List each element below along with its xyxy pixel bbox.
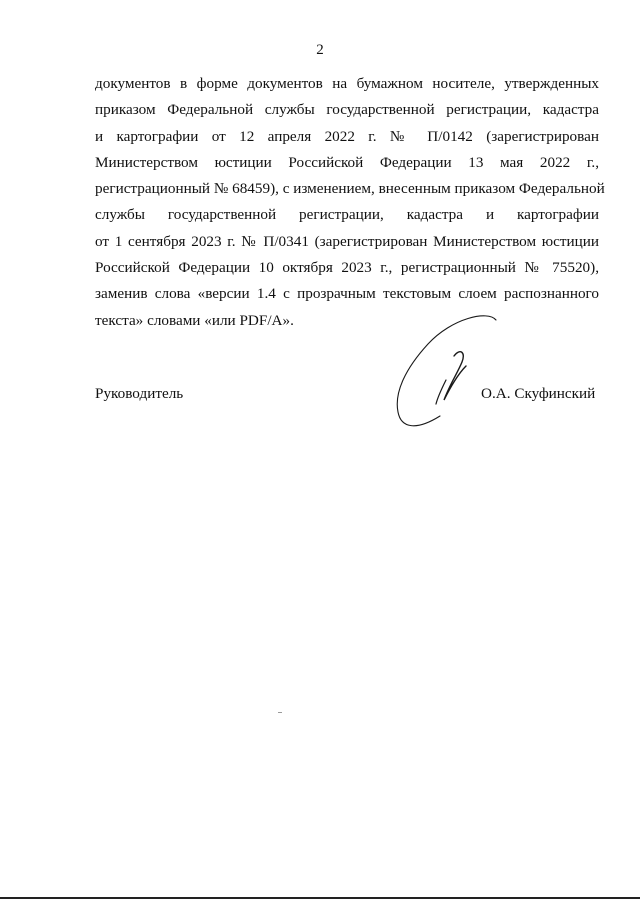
body-line: от 1 сентября 2023 г. № П/0341 (зарегистрирован Министерством юстиции: [95, 232, 599, 250]
body-line: Министерством юстиции Российской Федерации 13 мая 2022 г.,: [95, 153, 599, 171]
signature-stroke-tail: [436, 380, 446, 404]
body-line: заменив слова «версии 1.4 с прозрачным текстовым слоем распознанного: [95, 285, 599, 303]
handwritten-signature: [392, 308, 507, 433]
body-line: Российской Федерации 10 октября 2023 г., регистрационный № 75520),: [95, 259, 599, 277]
body-line: приказом Федеральной службы государственной регистрации, кадастра: [95, 101, 599, 119]
body-line: службы государственной регистрации, кадастра и картографии: [95, 206, 599, 224]
signature-stroke-main: [444, 352, 466, 400]
body-line-last: текста» словами «или PDF/A».: [95, 311, 294, 329]
body-line: регистрационный № 68459), с изменением, внесенным приказом Федеральной: [95, 180, 605, 198]
signature-stroke-loop: [397, 316, 496, 426]
body-line: документов в форме документов на бумажном носителе, утвержденных: [95, 75, 599, 92]
page-bottom-edge: [0, 897, 640, 899]
page-number: 2: [316, 42, 324, 58]
body-line: и картографии от 12 апреля 2022 г. № П/0142 (зарегистрирован: [95, 127, 599, 145]
scan-speck: [278, 712, 282, 713]
body-paragraph: [95, 71, 605, 334]
signer-title: Руководитель: [95, 385, 184, 402]
signer-name: О.А. Скуфинский: [481, 385, 596, 402]
